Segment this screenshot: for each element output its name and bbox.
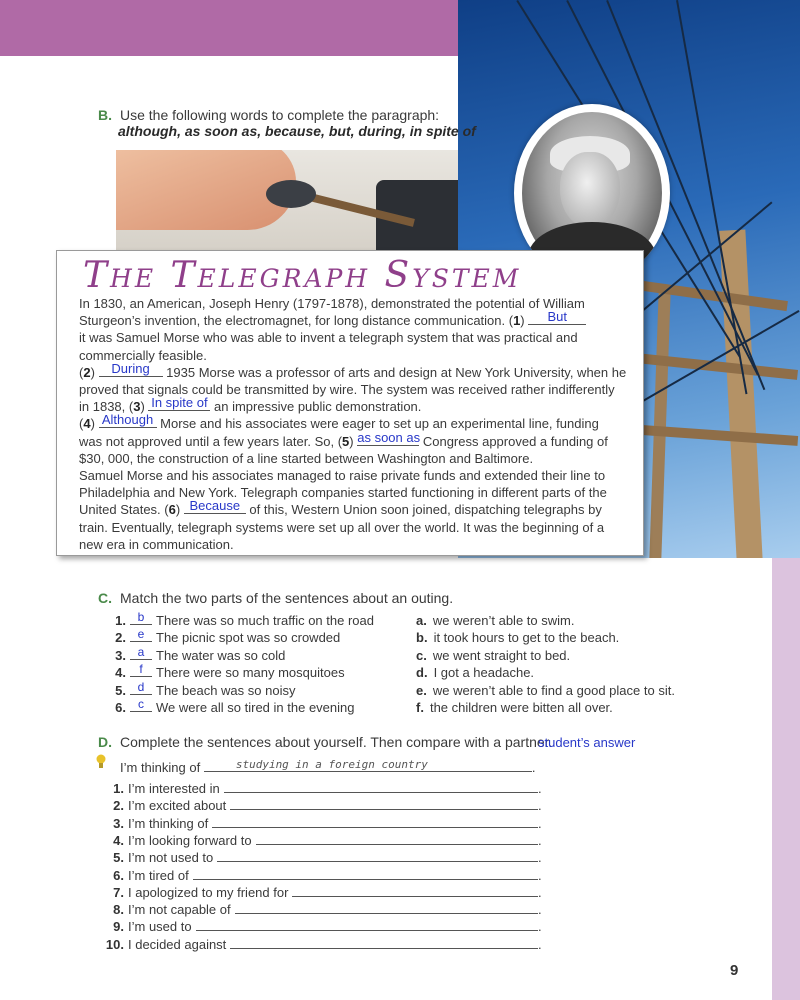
match-blank[interactable] xyxy=(130,664,152,677)
match-item: 5. d The beach was so noisy xyxy=(104,682,295,699)
match-option: a. we weren’t able to swim. xyxy=(416,613,575,628)
match-answer: d xyxy=(137,679,145,694)
answer-line[interactable] xyxy=(230,936,538,949)
lightbulb-icon xyxy=(96,754,106,770)
sentence-item: 5. I’m not used to . xyxy=(100,849,542,866)
item-number: 5. xyxy=(115,682,126,698)
answer-line[interactable] xyxy=(230,797,538,810)
telegraph-key-photo xyxy=(116,150,458,250)
match-answer: c xyxy=(138,697,144,711)
item-number: 3. xyxy=(113,815,124,831)
article-line: Sturgeon’s invention, the electromagnet, for long distance communication. (1) But xyxy=(79,312,639,329)
sentence-item: 7. I apologized to my friend for . xyxy=(100,884,542,901)
article-line: it was Samuel Morse who was able to invent a telegraph system that was practical and xyxy=(79,330,578,346)
sentence-item: 6. I’m tired of . xyxy=(100,867,542,884)
item-number: 4. xyxy=(115,665,126,681)
article-panel xyxy=(56,250,644,556)
match-answer: b xyxy=(137,610,145,624)
sentence-item: 3. I’m thinking of . xyxy=(100,815,542,832)
answer-line[interactable] xyxy=(235,901,538,914)
match-answer: a xyxy=(137,644,145,659)
article-line: (2) During 1935 Morse was a professor of arts and design at New York University, when he xyxy=(79,360,627,380)
match-option: f. the children were bitten all over. xyxy=(416,700,613,715)
match-item: 6. c We were all so tired in the evening xyxy=(104,699,354,716)
section-b-letter: B. xyxy=(98,107,112,123)
match-answer: e xyxy=(137,627,145,642)
article-line: was not approved until a few years later. So, (5) as soon as Congress approved a funding of xyxy=(79,429,608,449)
article-line: Samuel Morse and his associates managed to raise private funds and extended their line to xyxy=(79,468,606,483)
match-blank[interactable] xyxy=(130,612,152,625)
filled-answer: Although xyxy=(101,412,154,428)
article-line: United States. (6) Because of this, Western Union soon joined, dispatching telegraphs by xyxy=(79,498,602,518)
answer-blank[interactable] xyxy=(528,309,586,325)
sentence-item: 8. I’m not capable of . xyxy=(100,901,542,918)
item-number: 5. xyxy=(113,850,124,866)
answer-line[interactable] xyxy=(193,867,538,880)
example-sentence: I’m thinking of studying in a foreign country . xyxy=(120,758,536,775)
option-letter: e. xyxy=(416,682,427,698)
answer-line[interactable] xyxy=(196,918,538,931)
filled-answer: Because xyxy=(189,498,241,514)
section-d-letter: D. xyxy=(98,734,112,750)
answer-line[interactable] xyxy=(224,780,538,793)
side-band xyxy=(772,558,800,1000)
section-b-instruction: B. Use the following words to complete the paragraph: xyxy=(98,107,440,123)
item-number: 6. xyxy=(115,700,126,715)
student-answer-note: student’s answer xyxy=(538,735,636,750)
filled-answer: But xyxy=(547,309,568,325)
article-line: In 1830, an American, Joseph Henry (1797-1878), demonstrated the potential of William xyxy=(79,296,585,311)
article-line: in 1838, (3) In spite of an impressive public demonstration. xyxy=(79,395,422,415)
article-line: train. Eventually, telegraph systems were set up all over the world. It was the beginning of a xyxy=(79,519,605,535)
match-option: b. it took hours to get to the beach. xyxy=(416,630,620,646)
match-blank[interactable] xyxy=(130,629,152,642)
match-option: e. we weren’t able to find a good place to sit. xyxy=(416,682,675,698)
answer-blank[interactable] xyxy=(99,412,157,428)
filled-answer: as soon as xyxy=(357,429,421,445)
option-letter: a. xyxy=(416,613,427,628)
match-item: 1. b There was so much traffic on the road xyxy=(104,612,374,629)
article-line: proved that signals could be transmitted by wire. The system was received rather indifferently xyxy=(79,382,615,397)
item-number: 1. xyxy=(115,613,126,628)
match-option: c. we went straight to bed. xyxy=(416,647,571,663)
item-number: 7. xyxy=(113,884,124,900)
answer-line[interactable] xyxy=(256,832,538,845)
option-letter: f. xyxy=(416,700,424,715)
match-answer: f xyxy=(139,662,143,677)
option-letter: b. xyxy=(416,630,428,646)
page-number: 9 xyxy=(730,962,739,979)
section-d-instruction: D. Complete the sentences about yourself. Then compare with a partner. xyxy=(98,734,553,750)
article-title: The Telegraph System xyxy=(83,255,522,296)
answer-blank[interactable] xyxy=(148,395,210,411)
article-line: new era in communication. xyxy=(79,536,234,552)
section-c-instruction: C. Match the two parts of the sentences about an outing. xyxy=(98,590,454,606)
sentence-item: 1. I’m interested in . xyxy=(100,780,542,797)
match-item: 3. a The water was so cold xyxy=(104,647,285,664)
blank-number: 5 xyxy=(342,433,350,449)
blank-number: 1 xyxy=(513,313,521,329)
match-blank[interactable] xyxy=(130,699,152,712)
item-number: 2. xyxy=(115,630,126,646)
answer-line[interactable] xyxy=(212,815,538,828)
item-number: 9. xyxy=(113,919,124,935)
blank-number: 4 xyxy=(83,416,91,432)
item-number: 10. xyxy=(105,936,124,952)
section-c-letter: C. xyxy=(98,590,112,606)
article-line: Philadelphia and New York. Telegraph companies started functioning in different parts of the xyxy=(79,485,607,501)
option-letter: d. xyxy=(416,665,428,681)
answer-blank[interactable] xyxy=(99,360,163,377)
word-list: although, as soon as, because, but, during, in spite of xyxy=(118,123,476,139)
item-number: 6. xyxy=(113,867,124,883)
match-blank[interactable] xyxy=(130,644,152,660)
example-answer: studying in a foreign country xyxy=(235,758,428,771)
sentence-item: 2. I’m excited about . xyxy=(100,797,542,814)
sentence-item: 10. I decided against . xyxy=(100,936,542,953)
item-number: 2. xyxy=(113,798,124,814)
answer-blank[interactable] xyxy=(357,429,421,446)
item-number: 3. xyxy=(115,647,126,663)
match-blank[interactable] xyxy=(130,679,152,695)
header-band xyxy=(0,0,458,56)
blank-number: 2 xyxy=(83,364,91,380)
article-line: $30, 000, the construction of a line started between Washington and Baltimore. xyxy=(79,450,534,466)
match-item: 2. e The picnic spot was so crowded xyxy=(104,629,340,646)
article-line: (4) Although Morse and his associates were eager to set up an experimental line, funding xyxy=(79,412,599,432)
blank-number: 3 xyxy=(133,399,141,415)
match-item: 4. f There were so many mosquitoes xyxy=(104,664,345,681)
sentence-item: 9. I’m used to . xyxy=(100,918,542,935)
article-line: commercially feasible. xyxy=(79,347,207,363)
match-option: d. I got a headache. xyxy=(416,665,535,681)
option-letter: c. xyxy=(416,647,427,663)
sentence-item: 4. I’m looking forward to . xyxy=(100,832,542,849)
item-number: 1. xyxy=(113,781,124,796)
example-blank xyxy=(204,758,532,772)
item-number: 4. xyxy=(113,832,124,848)
item-number: 8. xyxy=(113,902,124,918)
answer-blank[interactable] xyxy=(184,498,246,514)
filled-answer: In spite of xyxy=(151,395,208,411)
filled-answer: During xyxy=(111,360,150,376)
blank-number: 6 xyxy=(168,502,176,518)
answer-line[interactable] xyxy=(217,849,538,862)
answer-line[interactable] xyxy=(292,884,538,897)
